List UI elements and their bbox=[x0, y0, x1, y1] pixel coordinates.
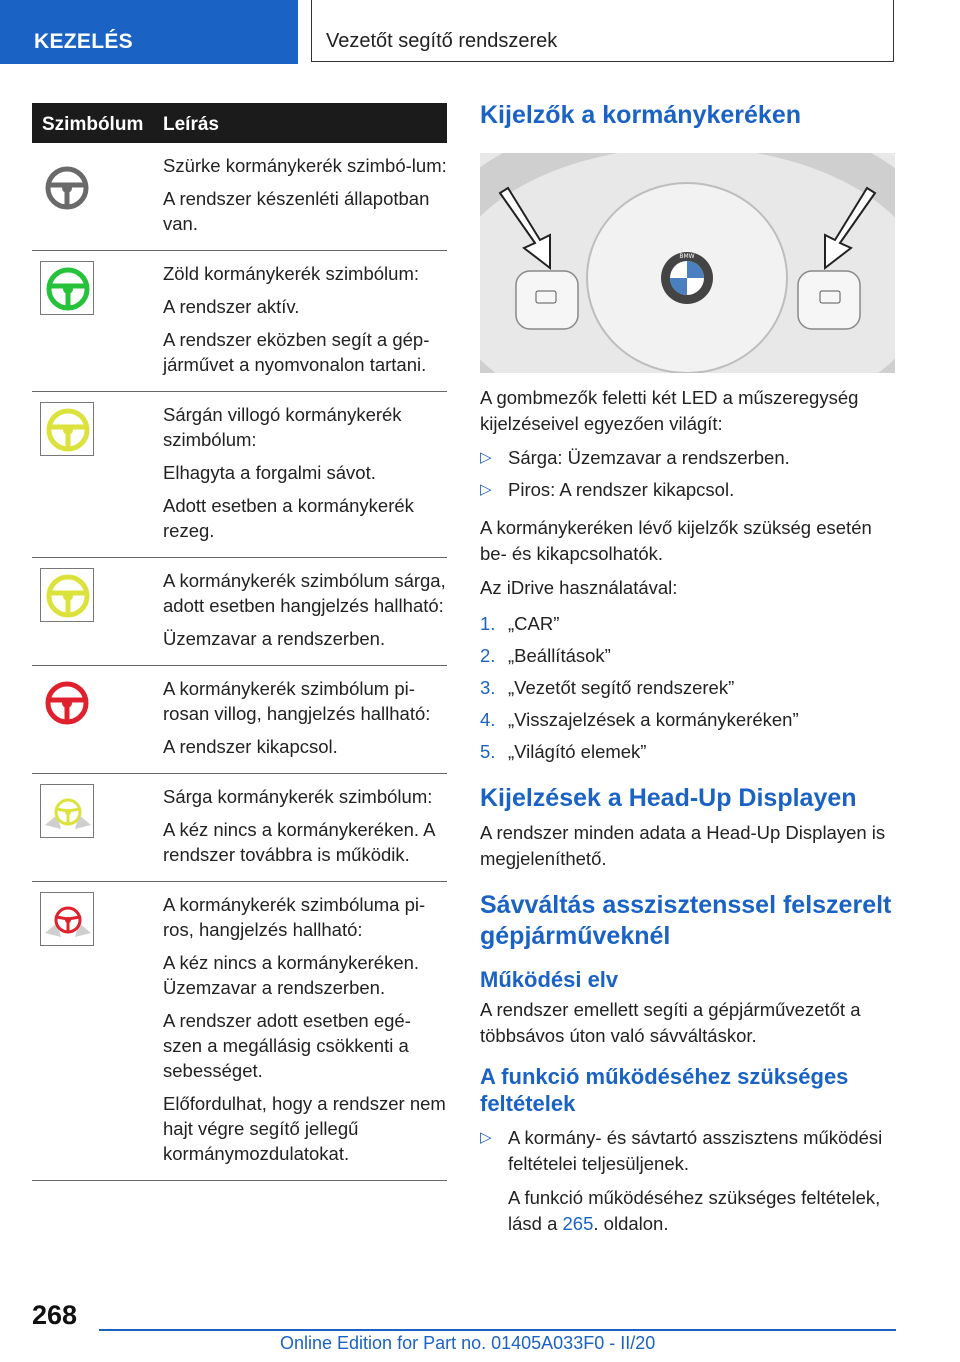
row-text: A kéz nincs a kormánykeréken. A rendszer továbbra is működik. bbox=[163, 819, 435, 865]
chapter-header bbox=[311, 0, 894, 62]
step-number: 5. bbox=[480, 741, 496, 762]
chapter-title: Vezetőt segítő rendszerek bbox=[326, 30, 558, 52]
row-text: Szürke kormánykerék szimbó-lum: bbox=[163, 155, 447, 176]
col-desc-header: Leírás bbox=[163, 114, 219, 135]
step-item: 5. „Világító elemek” bbox=[480, 739, 900, 765]
step-item: 4. „Visszajelzések a kormánykeréken” bbox=[480, 707, 900, 733]
table-header bbox=[32, 103, 447, 143]
steering-wheel-photo bbox=[480, 153, 895, 373]
triangle-bullet-icon: ▷ bbox=[480, 449, 492, 466]
footer-divider bbox=[99, 1329, 896, 1331]
led-paragraph: A gombmezők feletti két LED a műszeregység kijelzéseivel egyezően világít: bbox=[480, 387, 859, 434]
row-text: A kormánykerék szimbólum sárga, adott esetben hangjelzés hallható: bbox=[163, 570, 446, 616]
col-symbol-header: Szimbólum bbox=[42, 114, 144, 135]
idrive-paragraph: Az iDrive használatával: bbox=[480, 577, 678, 598]
steering-wheel-red-icon bbox=[40, 676, 94, 730]
row-text: Sárga kormánykerék szimbólum: bbox=[163, 786, 433, 807]
steering-wheel-green-icon bbox=[40, 261, 94, 315]
triangle-bullet-icon: ▷ bbox=[480, 481, 492, 498]
row-text: Adott esetben a kormánykerék rezeg. bbox=[163, 495, 414, 541]
table-row bbox=[32, 143, 447, 251]
table-row bbox=[32, 666, 447, 774]
row-text: Elhagyta a forgalmi sávot. bbox=[163, 462, 376, 483]
heading-principle: Működési elv bbox=[480, 967, 619, 992]
heading-lane-change: Sávváltás asszisztenssel felszerelt gépjárműveknél bbox=[480, 891, 892, 950]
heading-conditions: A funkció működéséhez szükséges feltételek bbox=[480, 1064, 849, 1116]
row-text: Sárgán villogó kormánykerék szimbólum: bbox=[163, 404, 402, 450]
led-bullet: ▷ Sárga: Üzemzavar a rendszerben. bbox=[480, 445, 900, 471]
row-text: A rendszer kikapcsol. bbox=[163, 736, 338, 757]
row-text: Előfordulhat, hogy a rendszer nem hajt végre segítő jellegű kormánymozdulatokat. bbox=[163, 1093, 446, 1164]
heading-displays: Kijelzők a kormánykeréken bbox=[480, 101, 801, 129]
bmw-badge-text: BMW bbox=[679, 253, 695, 260]
row-text: Üzemzavar a rendszerben. bbox=[163, 628, 386, 649]
row-text: A rendszer aktív. bbox=[163, 296, 300, 317]
table-row bbox=[32, 882, 447, 1181]
step-number: 2. bbox=[480, 645, 496, 666]
steering-wheel-gray-icon bbox=[40, 161, 94, 215]
step-item: 2. „Beállítások” bbox=[480, 643, 900, 669]
section-title: KEZELÉS bbox=[34, 30, 133, 53]
step-item: 1. „CAR” bbox=[480, 611, 900, 637]
symbol-table bbox=[32, 103, 447, 1181]
row-text: A kéz nincs a kormánykeréken. Üzemzavar a rendszerben. bbox=[163, 952, 420, 998]
condition-bullet: ▷ A kormány- és sávtartó asszisztens működési feltételei teljesüljenek. bbox=[480, 1127, 883, 1174]
steering-wheel-yellow-hands-icon bbox=[40, 784, 94, 838]
hud-paragraph: A rendszer minden adata a Head-Up Displayen is megjeleníthető. bbox=[480, 822, 886, 869]
step-item: 3. „Vezetőt segítő rendszerek” bbox=[480, 675, 900, 701]
steering-wheel-red-hands-icon bbox=[40, 892, 94, 946]
footer-edition: Online Edition for Part no. 01405A033F0 - II/20 bbox=[280, 1333, 656, 1353]
heading-hud: Kijelzések a Head-Up Displayen bbox=[480, 784, 857, 812]
switch-paragraph: A kormánykeréken lévő kijelzők szükség esetén be- és kikapcsolhatók. bbox=[480, 517, 872, 564]
step-number: 4. bbox=[480, 709, 496, 730]
row-text: A kormánykerék szimbólum pi-rosan villog, hangjelzés hallható: bbox=[163, 678, 431, 724]
row-text: Zöld kormánykerék szimbólum: bbox=[163, 263, 419, 284]
right-column bbox=[480, 100, 900, 1237]
table-row bbox=[32, 774, 447, 882]
step-number: 3. bbox=[480, 677, 496, 698]
table-row bbox=[32, 558, 447, 666]
table-row bbox=[32, 392, 447, 558]
page-link[interactable]: 265 bbox=[562, 1213, 594, 1234]
steering-wheel-yellow-icon bbox=[40, 568, 94, 622]
table-row bbox=[32, 251, 447, 392]
row-text: A kormánykerék szimbóluma pi-ros, hangjelzés hallható: bbox=[163, 894, 426, 940]
led-bullet: ▷ Piros: A rendszer kikapcsol. bbox=[480, 477, 900, 503]
row-text: A rendszer készenléti állapotban van. bbox=[163, 188, 430, 234]
condition-sub: A funkció működéséhez szükséges feltételek, lásd a 265. oldalon. bbox=[508, 1187, 881, 1234]
triangle-bullet-icon: ▷ bbox=[480, 1129, 492, 1146]
principle-paragraph: A rendszer emellett segíti a gépjárművezetőt a többsávos úton való sávváltáskor. bbox=[480, 999, 861, 1046]
row-text: A rendszer eközben segít a gép-járművet a nyomvonalon tartani. bbox=[163, 329, 430, 375]
row-text: A rendszer adott esetben egé-szen a megállásig csökkenti a sebességet. bbox=[163, 1010, 411, 1081]
section-tab bbox=[0, 0, 298, 64]
step-number: 1. bbox=[480, 613, 496, 634]
steering-wheel-yellow-blink-icon bbox=[40, 402, 94, 456]
page-number: 268 bbox=[32, 1300, 78, 1330]
